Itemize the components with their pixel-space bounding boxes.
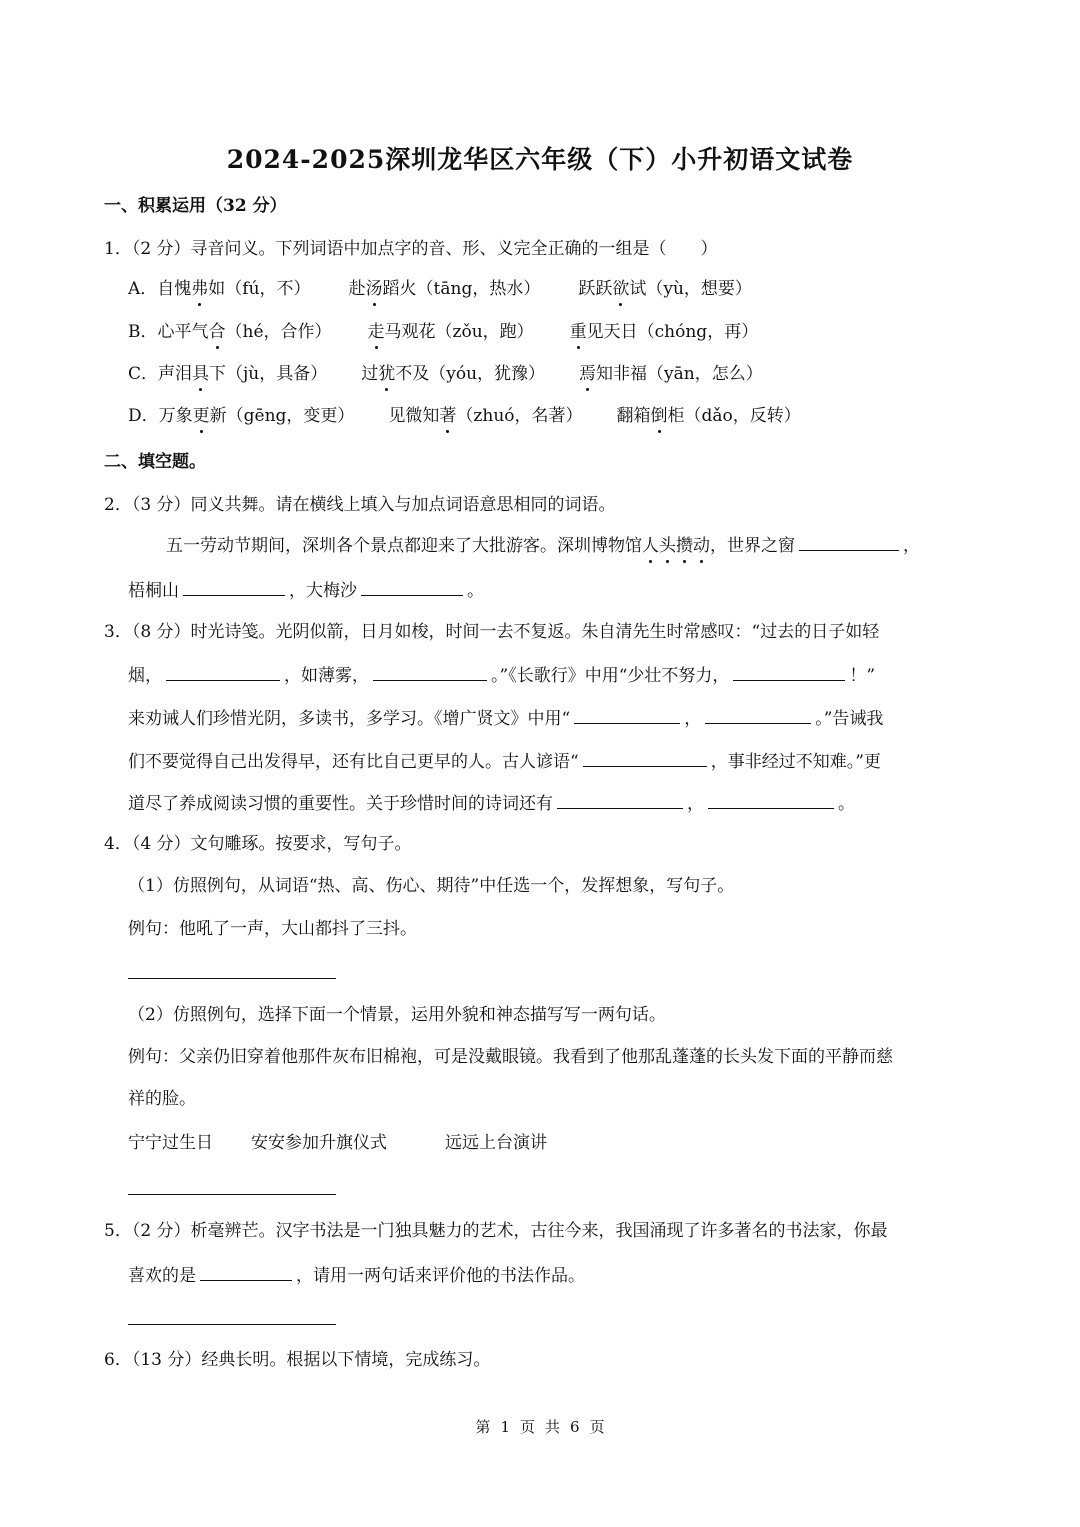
emphasized-char: 重	[569, 322, 587, 342]
scene-option: 安安参加升旗仪式	[251, 1133, 387, 1153]
q3-line-2: 烟， ，如薄雾， 。”《长歌行》中用“少壮不努力， ！”	[128, 662, 875, 688]
answer-line[interactable]	[128, 978, 336, 979]
emphasized-char: 合	[208, 322, 226, 342]
q5-line-2: 喜欢的是 ，请用一两句话来评价他的书法作品。	[128, 1262, 585, 1288]
option-item: 重见天日（chóng，再）	[569, 322, 759, 342]
emphasized-char: 走	[367, 322, 385, 342]
fill-blank[interactable]	[708, 790, 834, 809]
fill-blank[interactable]	[574, 705, 680, 724]
emphasized-char: 人	[642, 536, 659, 556]
emphasized-char: 焉	[579, 364, 597, 384]
q4-part-1-example: 例句：他吼了一声，大山都抖了三抖。	[128, 919, 417, 939]
option-item: 焉知非福（yān，怎么）	[579, 364, 763, 384]
fill-blank[interactable]	[799, 532, 899, 551]
option-item: 见微知著（zhuó，名著）	[388, 406, 583, 426]
option-item: 声泪具下（jù，具备）	[158, 364, 328, 384]
q4-part-2-example-line-1: 例句：父亲仍旧穿着他那件灰布旧棉袍，可是没戴眼镜。我看到了他那乱蓬蓬的长头发下面的平静而慈	[128, 1047, 893, 1067]
emphasized-char: 动	[693, 536, 710, 556]
q1-option-a	[128, 277, 752, 301]
option-label: B．	[128, 322, 158, 342]
emphasized-char: 具	[192, 364, 210, 384]
emphasized-char: 弗	[191, 279, 209, 299]
fill-blank[interactable]	[373, 662, 487, 681]
q2-passage-line-2: 梧桐山 ，大梅沙 。	[128, 577, 484, 603]
scene-option: 远远上台演讲	[445, 1133, 547, 1153]
emphasized-char: 欲	[612, 279, 630, 299]
fill-blank[interactable]	[583, 748, 707, 767]
q3-line-1: 3．（8 分）时光诗笺。光阴似箭，日月如梭，时间一去不复返。朱自清先生时常感叹：“过去的日子如轻	[104, 622, 880, 642]
scene-option: 宁宁过生日	[128, 1133, 213, 1153]
fill-blank[interactable]	[200, 1262, 292, 1281]
option-item: 跃跃欲试（yù，想要）	[578, 279, 752, 299]
page-number: 1	[500, 1418, 510, 1436]
fill-blank[interactable]	[705, 705, 811, 724]
emphasized-char: 攒	[676, 536, 693, 556]
q3-line-4: 们不要觉得自己出发得早，还有比自己更早的人。古人谚语“ ，事非经过不知难。”更	[128, 748, 881, 774]
emphasized-char: 倒	[650, 406, 668, 426]
emphasized-char: 犹	[378, 364, 396, 384]
section-2-heading: 二、填空题。	[104, 452, 206, 472]
section-1-heading: 一、积累运用（32 分）	[104, 196, 287, 216]
fill-blank[interactable]	[557, 790, 683, 809]
emphasized-char: 头	[659, 536, 676, 556]
q4-scene-options	[128, 1131, 547, 1155]
option-item: 自愧弗如（fú，不）	[157, 279, 311, 299]
option-label: C．	[128, 364, 159, 384]
fill-blank[interactable]	[166, 662, 280, 681]
option-item: 赴汤蹈火（tāng，热水）	[348, 279, 541, 299]
emphasized-char: 汤	[365, 279, 383, 299]
answer-line[interactable]	[128, 1194, 336, 1195]
q5-line-1: 5．（2 分）析毫辨芒。汉字书法是一门独具魅力的艺术，古往今来，我国涌现了许多著名的书法家，你最	[104, 1221, 888, 1241]
q1-stem: 1．（2 分）寻音问义。下列词语中加点字的音、形、义完全正确的一组是（ ）	[104, 239, 718, 259]
fill-blank[interactable]	[183, 577, 285, 596]
q3-line-5: 道尽了养成阅读习惯的重要性。关于珍惜时间的诗词还有 ， 。	[128, 790, 855, 816]
option-item: 翻箱倒柜（dǎo，反转）	[616, 406, 801, 426]
option-item: 万象更新（gēng，变更）	[158, 406, 355, 426]
option-label: A．	[128, 279, 158, 299]
emphasized-char: 著	[439, 406, 457, 426]
q1-option-d	[128, 404, 801, 428]
option-item: 走马观花（zǒu，跑）	[367, 322, 534, 342]
total-pages: 6	[570, 1418, 580, 1436]
q4-part-1: （1）仿照例句，从词语“热、高、伤心、期待”中任选一个，发挥想象，写句子。	[128, 876, 735, 896]
page-title: 2024-2025深圳龙华区六年级（下）小升初语文试卷	[226, 145, 854, 174]
q2-stem: 2．（3 分）同义共舞。请在横线上填入与加点词语意思相同的词语。	[104, 495, 616, 515]
q4-part-2-example-line-2: 祥的脸。	[128, 1089, 196, 1109]
q3-line-3: 来劝诫人们珍惜光阴，多读书，多学习。《增广贤文》中用“ ， 。”告诫我	[128, 705, 883, 731]
q2-passage-line-1: 五一劳动节期间，深圳各个景点都迎来了大批游客。深圳博物馆人头攒动，世界之窗 ，	[166, 532, 920, 558]
option-item: 心平气合（hé，合作）	[157, 322, 332, 342]
fill-blank[interactable]	[361, 577, 463, 596]
answer-line[interactable]	[128, 1324, 336, 1325]
q4-stem: 4．（4 分）文句雕琢。按要求，写句子。	[104, 834, 412, 854]
q1-option-b	[128, 320, 758, 344]
q4-part-2: （2）仿照例句，选择下面一个情景，运用外貌和神态描写写一两句话。	[128, 1005, 666, 1025]
q1-option-c	[128, 362, 763, 386]
option-label: D．	[128, 406, 159, 426]
fill-blank[interactable]	[733, 662, 845, 681]
q6-stem: 6．（13 分）经典长明。根据以下情境，完成练习。	[104, 1350, 491, 1370]
page-footer: 第 1 页 共 6 页	[475, 1418, 605, 1436]
option-item: 过犹不及（yóu，犹豫）	[361, 364, 546, 384]
emphasized-char: 更	[192, 406, 210, 426]
